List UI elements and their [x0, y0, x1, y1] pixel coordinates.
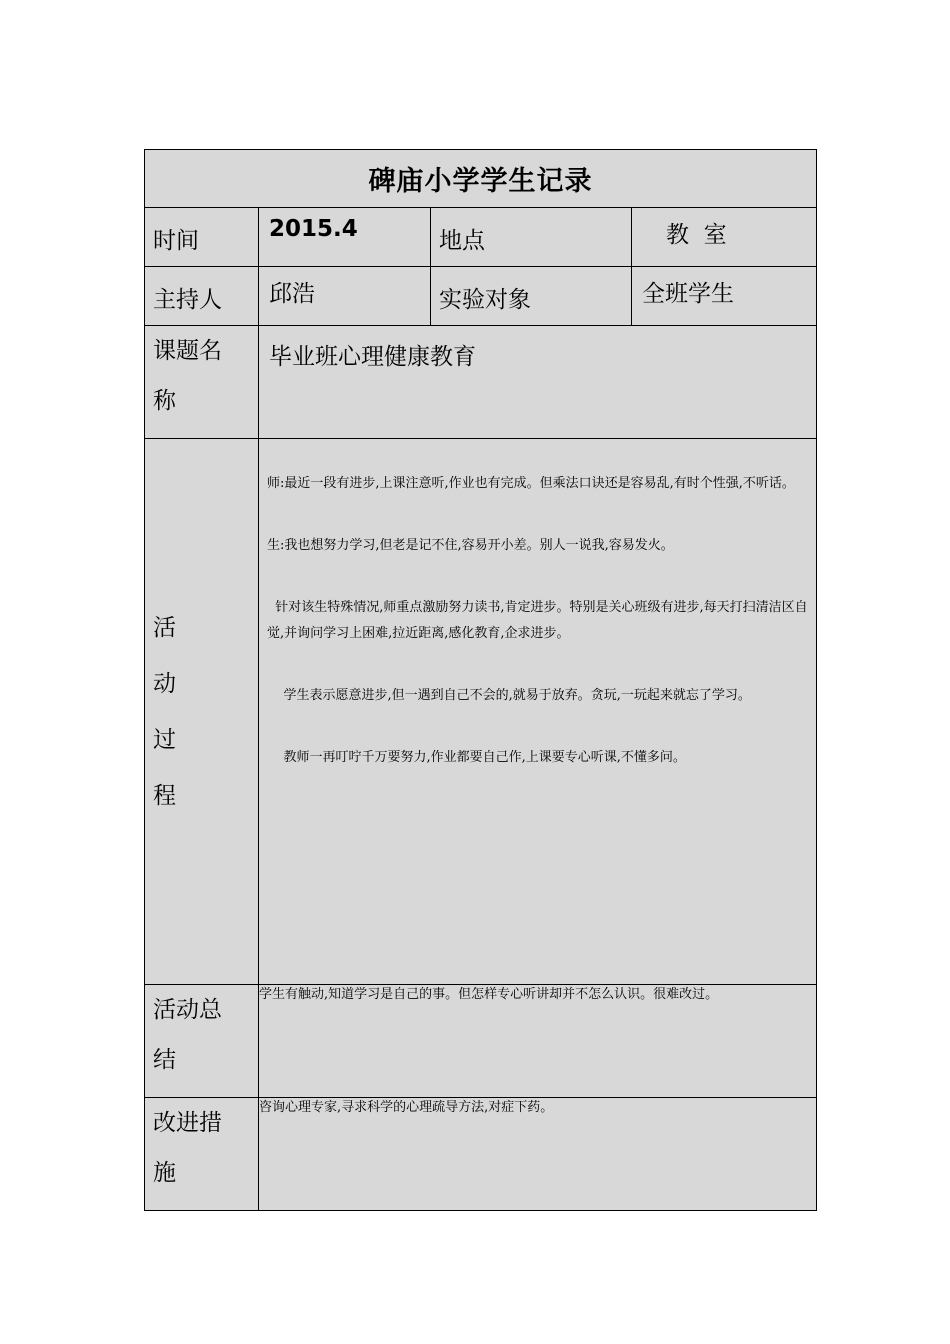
- topic-label-line1: 课题名: [153, 338, 222, 364]
- activity-paragraph: 学生表示愿意进步,但一遇到自己不会的,就易于放弃。贪玩,一玩起来就忘了学习。: [267, 688, 751, 703]
- time-value: 2015.4: [259, 208, 431, 267]
- activity-paragraph: 生:我也想努力学习,但老是记不住,容易开小差。别人一说我,容易发火。: [267, 538, 674, 553]
- subject-label: 实验对象: [431, 267, 632, 326]
- activity-label-char: 动: [153, 671, 176, 697]
- subject-value: 全班学生: [632, 267, 817, 326]
- improve-label-line1: 改进措: [153, 1110, 222, 1136]
- host-value: 邱浩: [259, 267, 431, 326]
- activity-label: [145, 439, 259, 985]
- activity-paragraph: 针对该生特殊情况,师重点激励努力读书,肯定进步。特别是关心班级有进步,每天打扫清洁区自觉,并询问学习上困难,拉近距离,感化教育,企求进步。: [267, 600, 808, 641]
- time-label: 时间: [145, 208, 259, 267]
- record-table: [144, 149, 817, 1211]
- activity-label-char: 活: [153, 615, 176, 641]
- topic-value: 毕业班心理健康教育: [259, 326, 817, 439]
- host-label: 主持人: [145, 267, 259, 326]
- activity-paragraph: 师:最近一段有进步,上课注意听,作业也有完成。但乘法口诀还是容易乱,有时个性强,不听话。: [267, 476, 795, 491]
- place-value: 教 室: [632, 208, 817, 267]
- activity-label-char: 过: [153, 727, 176, 753]
- summary-value: 学生有触动,知道学习是自己的事。但怎样专心听讲却并不怎么认识。很难改过。: [259, 985, 817, 1098]
- page-title: 碑庙小学学生记录: [145, 150, 817, 208]
- summary-label-line1: 活动总: [153, 997, 222, 1023]
- topic-label-line2: 称: [153, 388, 176, 414]
- summary-label-line2: 结: [153, 1047, 176, 1073]
- activity-label-char: 程: [153, 783, 176, 809]
- improve-label-line2: 施: [153, 1160, 176, 1186]
- activity-paragraph: 教师一再叮咛千万要努力,作业都要自己作,上课要专心听课,不懂多问。: [267, 750, 686, 765]
- improve-label: [145, 1098, 259, 1211]
- improve-value: 咨询心理专家,寻求科学的心理疏导方法,对症下药。: [259, 1098, 817, 1211]
- summary-label: [145, 985, 259, 1098]
- topic-label: [145, 326, 259, 439]
- activity-content: [259, 439, 817, 985]
- place-label: 地点: [431, 208, 632, 267]
